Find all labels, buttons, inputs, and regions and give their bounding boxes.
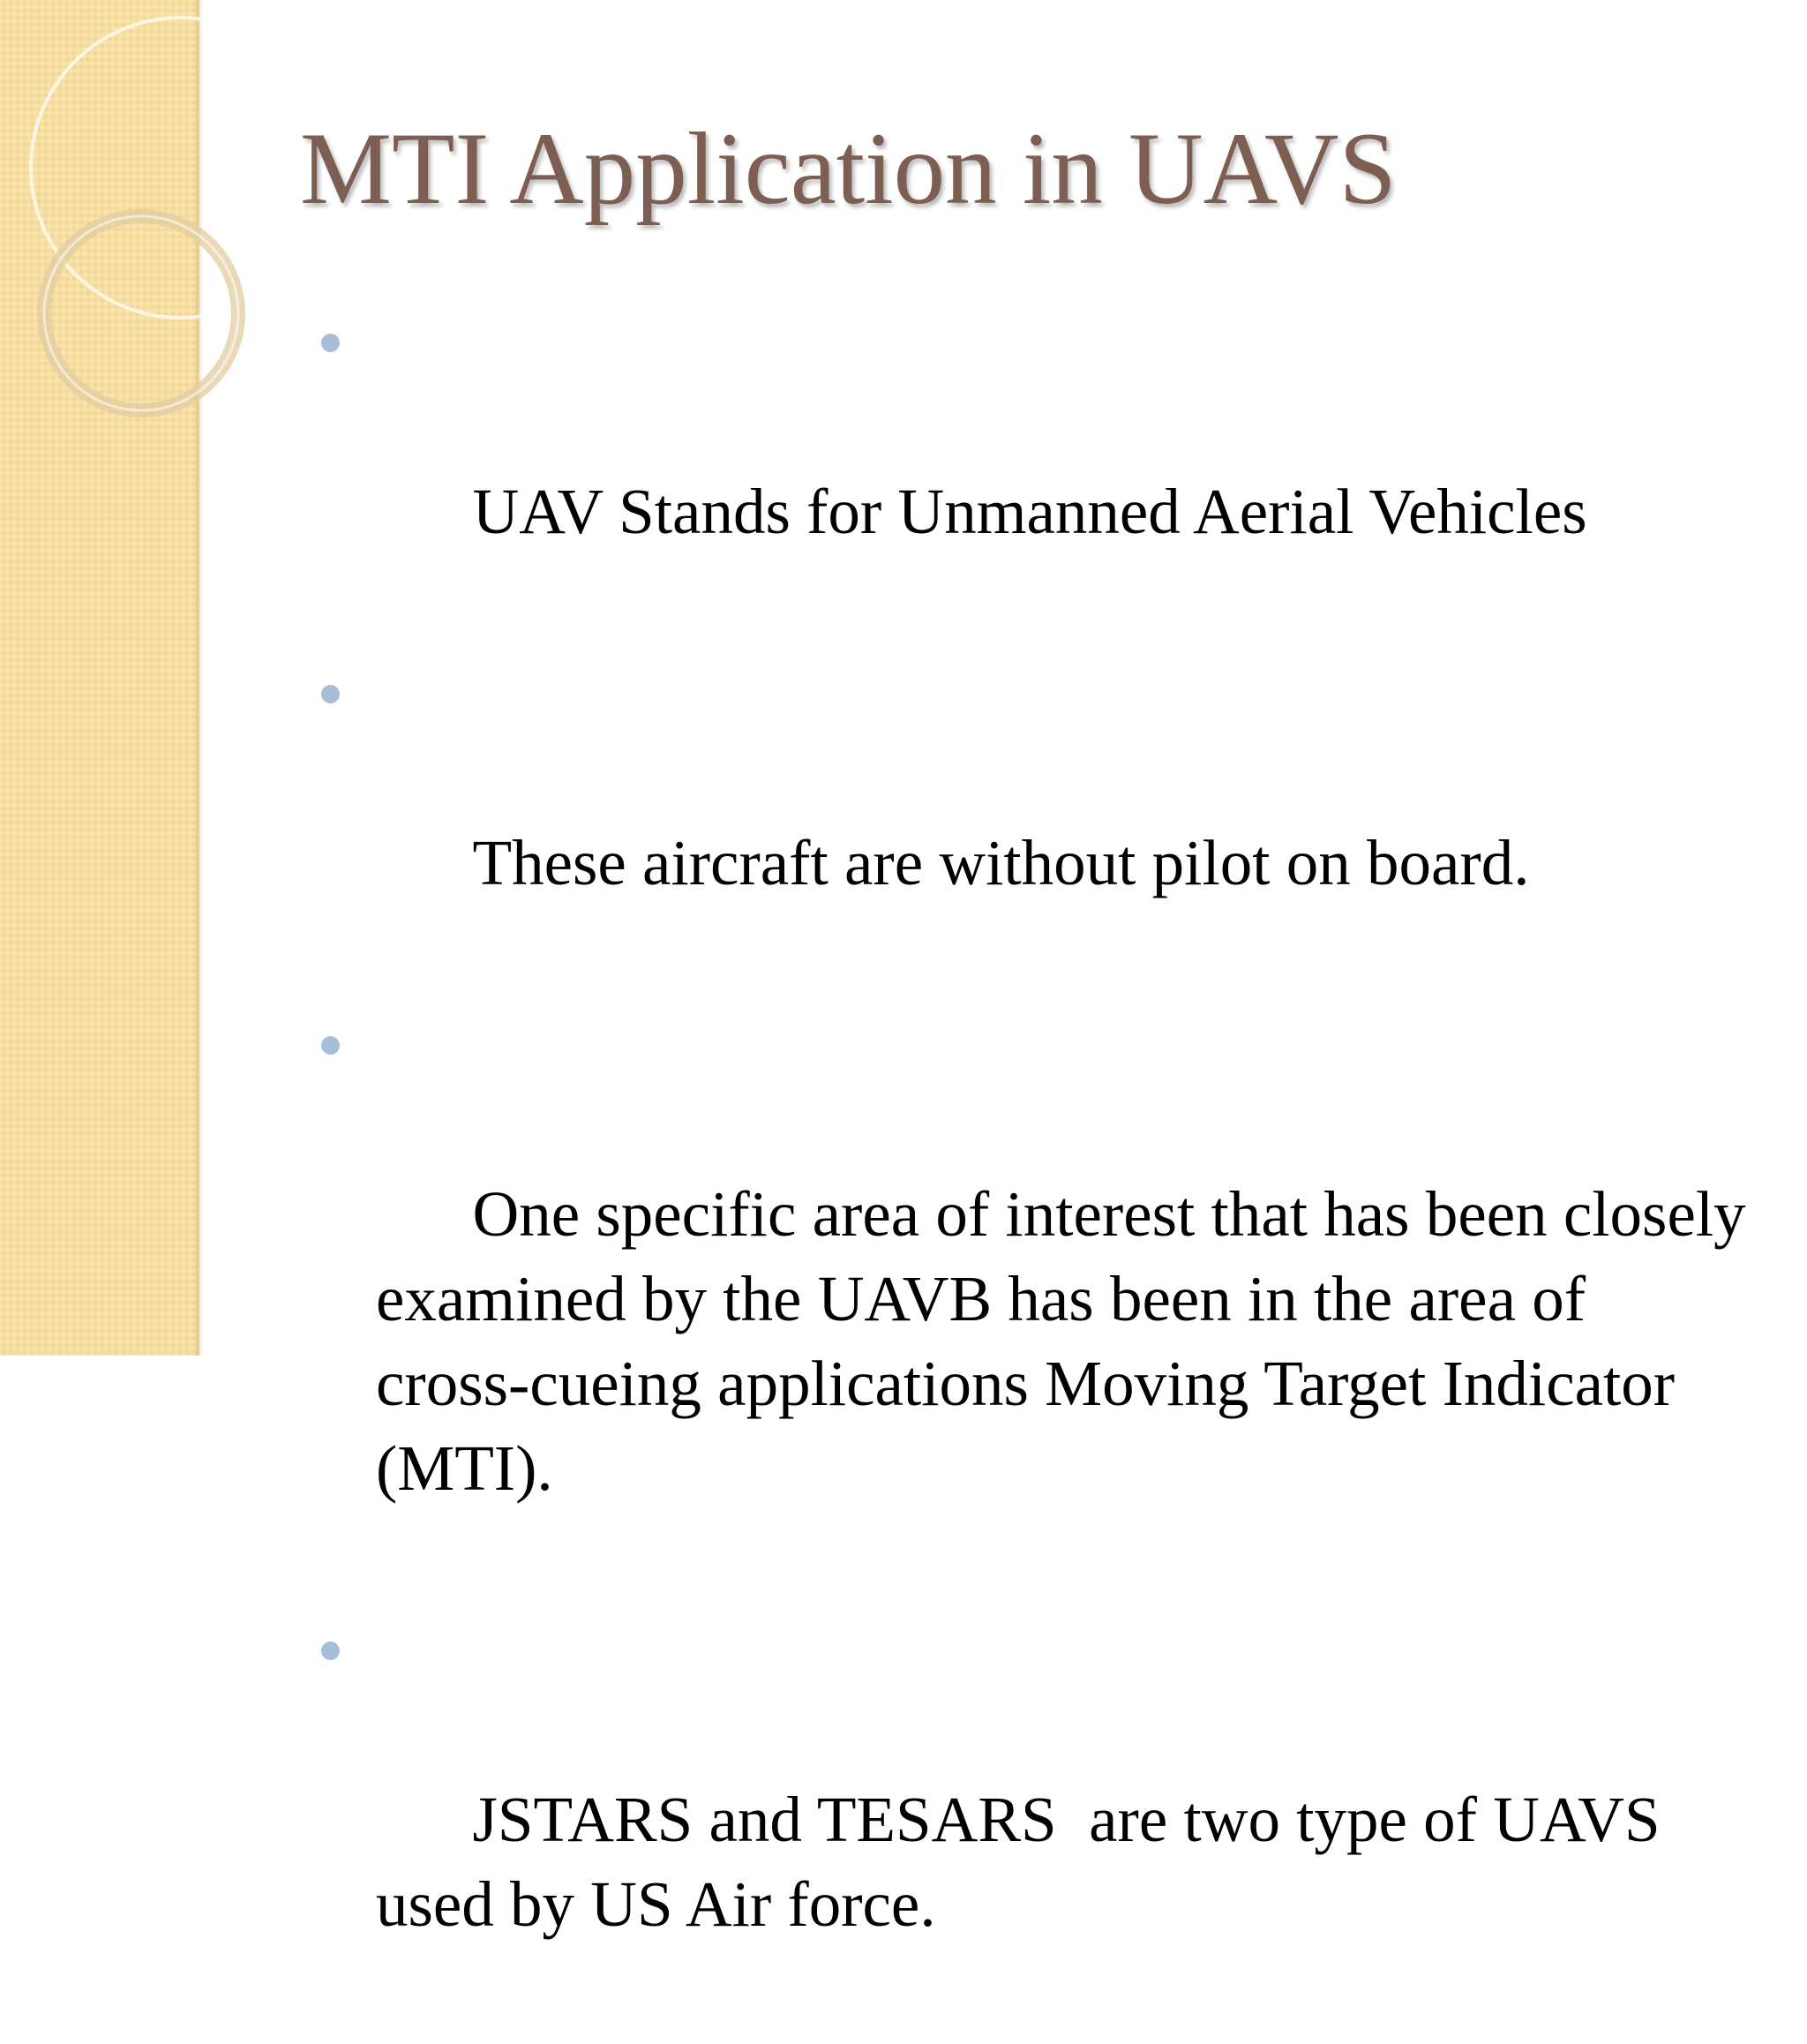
bullet-text: These aircraft are without pilot on board. (472, 827, 1530, 898)
bullet-dot-icon (321, 1642, 340, 1660)
bullet-dot-icon (321, 334, 340, 352)
bullet-list (318, 300, 1762, 2044)
decorative-rings-icon (0, 0, 199, 459)
bullet-item (318, 300, 1747, 639)
bullet-dot-icon (321, 685, 340, 703)
bullet-item (318, 1608, 1747, 2032)
slide-title: MTI Application in UAVS (300, 112, 1397, 226)
bullet-text: JSTARS and TESARS are two type of UAVS used by US Air force. (376, 1784, 1676, 1940)
bullet-text: UAV Stands for Unmanned Aerial Vehicles (472, 476, 1587, 547)
bullet-text: One specific area of interest that has been closely examined by the UAVB has been in the area of cross-cueing applications Moving Target Indicator (MTI). (376, 1178, 1762, 1504)
bullet-item (318, 651, 1747, 990)
decorative-ring-large (31, 18, 331, 318)
bullet-item (318, 1003, 1762, 1596)
bullet-dot-icon (321, 1036, 340, 1055)
